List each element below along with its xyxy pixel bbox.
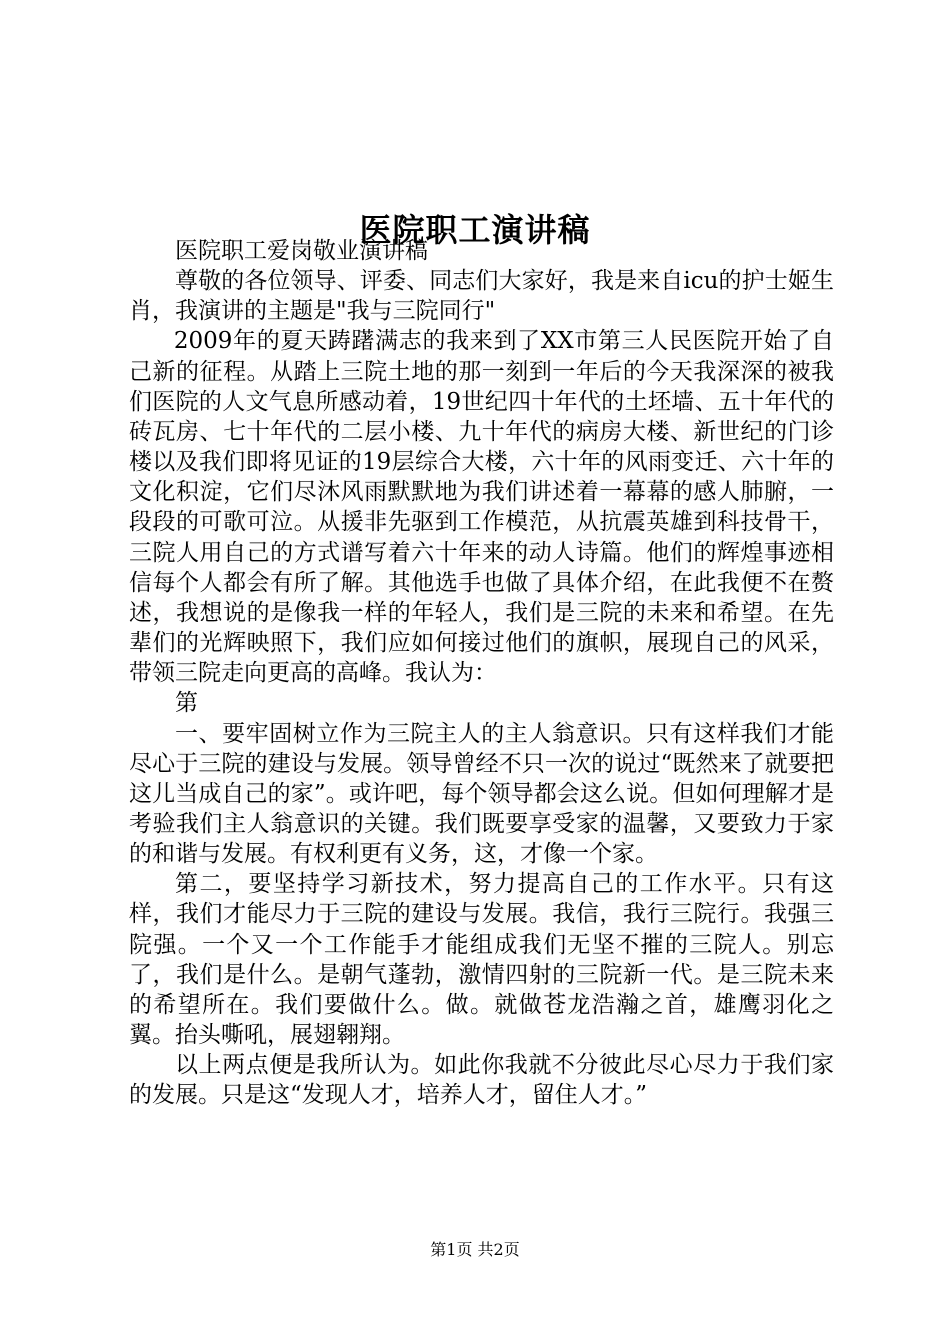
paragraph-intro: 2009年的夏天踌躇满志的我来到了XX市第三人民医院开始了自己新的征程。从踏上三院土地的那一刻到一年后的今天我深深的被我们医院的人文气息所感动着，19世纪四十年代的土坯墙、五十年代的砖瓦房、七十年代的二层小楼、九十年代的病房大楼、新世纪的门诊楼以及我们即将见证的19层综合大楼，六十年的风雨变迁、六十年的文化积淀，它们尽沐风雨默默地为我们讲述着一幕幕的感人肺腑，一段段的可歌可泣。从援非先驱到工作模范，从抗震英雄到科技骨干，三院人用自己的方式谱写着六十年来的动人诗篇。他们的辉煌事迹相信每个人都会有所了解。其他选手也做了具体介绍，在此我便不在赘述，我想说的是像我一样的年轻人，我们是三院的未来和希望。在先辈们的光辉映照下，我们应如何接过他们的旗帜，展现自己的风采，带领三院走向更高的高峰。我认为：	[129, 328, 834, 687]
paragraph-point-one: 一、要牢固树立作为三院主人的主人翁意识。只有这样我们才能尽心于三院的建设与发展。领导曾经不只一次的说过“既然来了就要把这儿当成自己的家”。或许吧，每个领导都会这么说。但如何理解才是考验我们主人翁意识的关键。我们既要享受家的温馨，又要致力于家的和谐与发展。有权利更有义务，这，才像一个家。	[129, 720, 834, 868]
paragraph-subtitle: 医院职工爱岗敬业演讲稿	[175, 238, 428, 264]
paragraph-first-marker: 第	[175, 690, 198, 717]
page-number-footer: 第1页 共2页	[430, 1240, 520, 1259]
paragraph-greeting: 尊敬的各位领导、评委、同志们大家好，我是来自icu的护士姬生肖，我演讲的主题是"我与三院同行"	[129, 268, 834, 325]
document-body	[129, 236, 834, 1111]
paragraph-conclusion: 以上两点便是我所认为。如此你我就不分彼此尽心尽力于我们家的发展。只是这“发现人才，培养人才，留住人才。”	[129, 1052, 834, 1109]
document-title: 医院职工演讲稿	[359, 211, 591, 250]
paragraph-point-two: 第二，要坚持学习新技术，努力提高自己的工作水平。只有这样，我们才能尽力于三院的建设与发展。我信，我行三院行。我强三院强。一个又一个工作能手才能组成我们无坚不摧的三院人。别忘了，我们是什么。是朝气蓬勃，激情四射的三院新一代。是三院未来的希望所在。我们要做什么。做。就做苍龙浩瀚之首，雄鹰羽化之翼。抬头嘶吼，展翅翱翔。	[129, 871, 834, 1049]
